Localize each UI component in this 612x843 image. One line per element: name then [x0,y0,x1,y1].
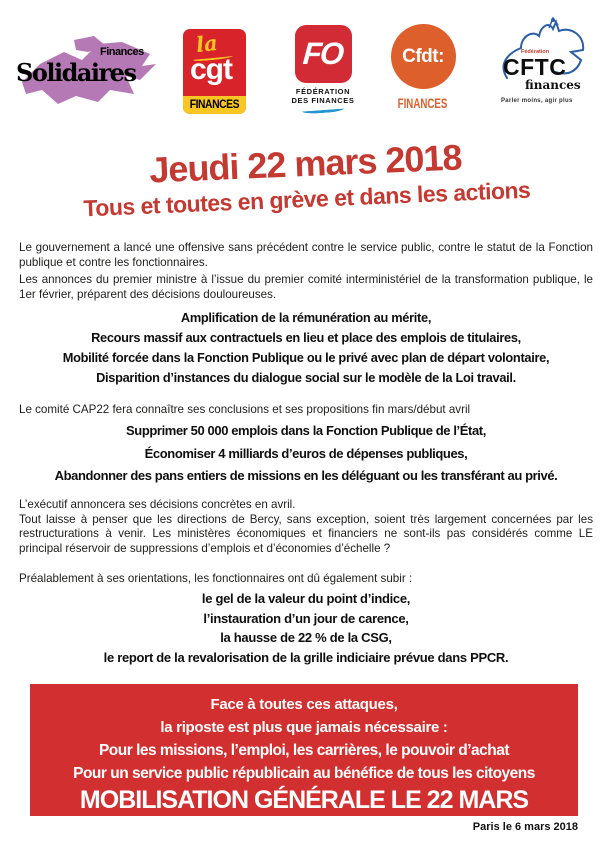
list-item: la hausse de 22 % de la CSG, [220,630,392,645]
list-item: Recours massif aux contractuels en lieu et place des emplois de titulaires, [91,330,521,345]
solidaires-logo-text: Solidaires [16,58,136,87]
cap22-intro-line: Le comité CAP22 fera connaître ses conclusions et ses propositions fin mars/début avril [19,403,471,416]
fo-logo-text: FO [302,36,344,71]
list-item: l’instauration d’un jour de carence, [203,610,409,626]
banner-line: Pour un service public républicain au bénéfice de tous les citoyens [73,765,535,782]
list-item: Amplification de la rémunération au mérite, [180,310,432,325]
banner-line: Face à toutes ces attaques, [210,696,398,713]
measures-list [19,308,593,388]
intro-paragraph-1: Le gouvernement a lancé une offensive sans précédent contre le service public, contre le statut de la Fonction publique et contre les fonctionnaires. [19,241,593,269]
cfdt-logo-text: Cfdt: [402,45,444,67]
fo-finances-logo [283,25,363,117]
intro-paragraph-2: Les annonces du premier ministre à l’issue du premier comité interministériel de la transformation publique, le 1er février, préparent des décisions douloureuses. [19,273,593,301]
cgt-finances-logo [183,29,246,114]
title-slogan: Tous et toutes en grève et dans les actions [82,176,531,222]
fo-swoosh-icon [302,106,344,115]
cftc-tagline: Parler moins, agir plus [501,98,573,104]
intro-paragraphs [19,241,593,302]
banner-line: la riposte est plus que jamais nécessaire : [160,719,448,736]
fo-logo-subtext: FÉDÉRATION DES FINANCES [291,87,355,105]
list-item: Disparition d’instances du dialogue social sur le modèle de la Loi travail. [96,370,516,385]
cftc-logo-subtext: finances [525,78,581,92]
executive-paragraph-2: Tout laisse à penser que les directions de Bercy, sans exception, soient très largement concernées par les restructurations à venir. Les ministères économiques et financiers ne sont-ils pas considérés comme LE principal réservoir de suppressions d’emplois et d’économies d’échelle ? [19,512,593,555]
list-item: Supprimer 50 000 emplois dans la Fonction Publique de l’État, [126,423,486,438]
list-item: le report de la revalorisation de la grille indiciaire prévue dans PPCR. [103,649,509,665]
executive-paragraphs [19,498,593,556]
list-item: Abandonner des pans entiers de missions en les déléguant ou les transférant au privé. [54,468,558,483]
cfdt-circle-icon [391,24,456,89]
list-item: le gel de la valeur du point d’indice, [201,591,411,606]
cfdt-logo-subtext: FINANCES [398,96,448,111]
cftc-logo-text: CFTC [503,54,567,80]
cgt-la-script: la [194,29,219,58]
list-item: Mobilité forcée dans la Fonction Publique ou le privé avec plan de départ volontaire, [62,350,550,365]
mobilisation-banner [30,684,578,816]
executive-paragraph-1: L’exécutif annoncera ses décisions concrètes en avril. [19,498,296,511]
fo-square-icon [295,25,352,83]
list-item: Économiser 4 milliards d’euros de dépenses publiques, [144,445,468,461]
solidaires-finances-logo [14,32,162,110]
prior-intro-line: Préalablement à ses orientations, les fonctionnaires ont dû également subir : [19,572,413,585]
main-title-block [0,130,612,226]
cftc-finances-logo [487,16,601,112]
cgt-finances-band: FINANCES [183,96,246,114]
banner-line: Pour les missions, l’emploi, les carrières, le pouvoir d’achat [98,742,510,759]
cap22-list [19,420,593,488]
prior-list [19,589,593,667]
banner-headline: MOBILISATION GÉNÉRALE LE 22 MARS [79,786,529,814]
cgt-logo-text: cgt [190,53,232,86]
cfdt-finances-logo [376,24,470,116]
cftc-federation-text: Fédération [521,49,550,55]
dateline: Paris le 6 mars 2018 [472,821,578,833]
solidaires-logo-subtext: Finances [100,46,144,58]
title-date: Jeudi 22 mars 2018 [148,136,463,191]
